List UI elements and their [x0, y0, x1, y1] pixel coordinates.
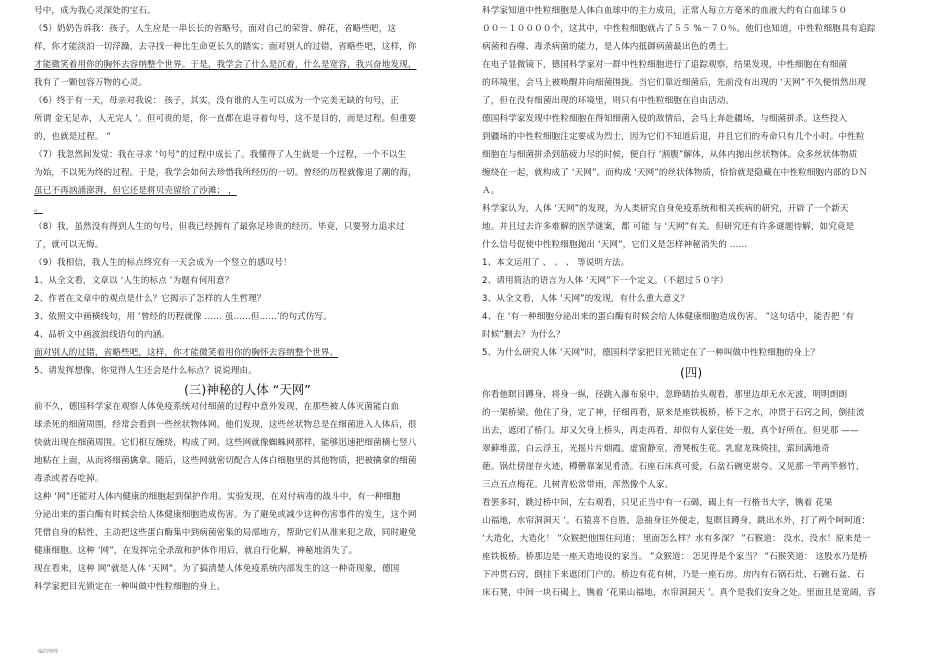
- text-line: 葩。锅灶傍崖存火迹，樽罍靠案见肴渣。石座石床真可爱，石盆石碗更堪夸。又见那一竿两竿修竹，: [482, 462, 865, 472]
- text-line: （7）我忽然间发觉：我在寻求 ‘句号”的过程中成长了。我懂得了人生就是一个过程，一个不以生: [34, 150, 407, 160]
- text-line: 地粘在上面，从而将细菌擒拿。随后，这些网就密切配合人体白细胞里的其他物质，把被擒拿的细菌: [34, 456, 417, 466]
- section-title: (四): [680, 365, 703, 380]
- question-line: 3、从全文看，人体 ‘天网”的发现，有什么重大意义？: [482, 294, 690, 304]
- text-line: 下冲贯石窍，倒挂下来遮闭门户的。桥边有花有树，乃是一座石房。房内有石锅石灶、石碗石盆、石: [482, 570, 865, 580]
- text-line: 健康细胞。这种 ‘网”，在发挥完全杀敌和护体作用后，就自行化解，神秘地消失了。: [34, 546, 358, 556]
- text-line: 山福地，水帘洞洞天 ’。石猿喜不自胜，急抽身往外便走，复瞑目蹲身，跳出水外，打了两个呵呵道：: [482, 516, 871, 526]
- text-line: 细胞在与细菌拼杀到筋疲力尽的时候，便自行 ‘割腹”解体，从体内抛出丝状物体。众多丝状体物质: [482, 150, 858, 160]
- text-line: 球杀死的细菌周围，经常会看到一些丝状物体网。他们发现，这些丝状物总是在细菌进入人体后，很: [34, 420, 417, 430]
- text-line: 这种 ‘网”还能对人体内健康的细胞起到保护作用。实验发现，在对付病毒的战斗中，有一种细胞: [34, 492, 401, 502]
- section-title: (三)神秘的人体 “天网”: [184, 382, 311, 397]
- underlined-line: 才能微笑着用你的胸怀去容纳整个世界。于是，我学会了什么是沉着，什么是宽容，我兴奋地发现，: [34, 60, 417, 70]
- text-line: 的环境里，会马上被唤醒并向细菌围拢。当它们靠近细菌后，先前没有出现的 ‘天网”不久便悄然出现: [482, 78, 867, 88]
- text-line: 样，你才能淡泊一切浮躁，去寻找一种比生命更长久的踏实；面对别人的过错，省略些吧，这样，你: [34, 42, 417, 52]
- text-line: 什么信号促使中性粒细胞抛出 ‘天网”，它们又是怎样神秘消失的 ……: [482, 240, 748, 250]
- question-line: 2、作者在文章中的观点是什么？它揭示了怎样的人生哲理？: [34, 294, 266, 304]
- text-line: （8）我，虽然没有得到人生的句号，但我已经拥有了最弥足珍贵的经历。毕竟，只要努力追求过: [34, 222, 405, 232]
- question-line: 4、在 ‘有一种细胞分泌出来的蛋白酶有时候会给人体健康细胞造成伤害。 ”这句话中，能否把 ‘有: [482, 312, 855, 322]
- text-line: 科学家把目光锁定在一种叫做中性粒细胞的身上。: [34, 582, 226, 592]
- question-line: 3、依照文中画横线句，用 ‘曾经的历程就像 …… 虽……但……’的句式仿写。: [34, 312, 332, 322]
- text-line: 凭借自身的粘性，主动把这些蛋白酶集中到病菌密集的局部地方，帮助它们从准来犯之敌，同时避免: [34, 528, 417, 538]
- text-line: 三点五点梅花。几树青松常带雨，浑然像个人家。: [482, 480, 674, 490]
- text-line: 毒杀或者吞吃掉。: [34, 474, 104, 484]
- text-line: 翠藓堆蓝，白云浮玉，光摇片片烟霞。虚窗静室，滑凳板生花。乳窟龙珠倚挂，萦回满地奇: [482, 444, 830, 454]
- text-line: （6）终于有一天，母亲对我说： 孩子，其实，没有谁的人生可以成为一个完美无缺的句号，正: [34, 96, 399, 106]
- wavy-underline-line: 面对别人的过错，省略些吧，这样，你才能微笑着用你的胸怀去容纳整个世界。: [34, 348, 339, 358]
- text-line: 快就出现在细菌周围。它们相互缠绕，构成了网。这些网就像蜘蛛网那样，能够迅速把细菌横七竖八: [34, 438, 417, 448]
- text-line: 号中，成为我心灵深处的宝石。: [34, 6, 156, 16]
- text-line: 床石凳，中间一块石碣上，镌着 ‘花果山福地，水帘洞洞天 ’。真个是我们安身之处。里面且是宽阔，容: [482, 588, 876, 598]
- text-line: 你看他瞑目蹲身，将身一纵，径跳入瀑布泉中，忽睁睛抬头观看，那里边却无水无波，明明朗朗: [482, 390, 848, 400]
- text-line: （9）我相信，我人生的标点终究有一天会成为一个竖立的感叹号！: [34, 258, 292, 268]
- question-line: 4、品析文中画波浪线语句的内涵。: [34, 330, 170, 340]
- text-line: 出去，遮闭了桥门。却又欠身上桥头，再走再看，却似有人家住处一般，真个好所在。但见那 ——: [482, 426, 859, 436]
- question-line: 1、从全文看，文章以 ‘人生的标点 ’为题有何用意？: [34, 276, 234, 286]
- text-line: 现在看来，这种 网”就是人体 ‘天网”。为了搞清楚人体免疫系统内部发生的这一种奇现象，德国: [34, 564, 400, 574]
- text-line: 的一架桥梁。他住了身，定了神，仔细再看，原来是座铁板桥，桥下之水，冲贯于石窍之间，倒挂流: [482, 408, 865, 418]
- text-line: Ａ。: [482, 186, 500, 196]
- text-line: 我有了一颗包容万物的心灵。: [34, 78, 148, 88]
- text-line: 所谓 金无足赤，人无完人 ’。但可贵的是，你一直都在追寻着句号，这不是目的，而是过程。但重要: [34, 114, 417, 124]
- text-line: （5）奶奶告诉我：孩子，人生应是一串长长的省略号，面对自己的荣誉、鲜花，省略些吧，这: [34, 24, 397, 34]
- question-line: 1、本文运用了 、 、 、 等说明方法。: [482, 258, 630, 268]
- text-line: 看罢多时，跳过桥中间，左右观看，只见正当中有一石碣，碣上有一行楷书大字，镌着 花果: [482, 498, 833, 508]
- text-line: 座铁板桥。桥那边是一座天造地设的家当。 ”众猴道： 怎见得是个家当？ ”石猴笑道： 这股水乃是桥: [482, 552, 868, 562]
- text-line: ００－１００００个，这其中，中性粒细胞就占了５５ %－７０％。他们也知道，中性粒细胞具有追踪: [482, 24, 876, 34]
- text-line: 了，但在没有细菌出现的环境里，则只有中性粒细胞在自由活动。: [482, 96, 735, 106]
- text-line: 分泌出来的蛋白酶有时候会给人体健康细胞造成伤害。为了避免或减少这种伤害事件的发生，这个网: [34, 510, 417, 520]
- text-line: 科学家认为，人体 ‘天网”的发现，为人类研究自身免疫系统和相关疾病的研究，开辟了一个新天: [482, 204, 849, 214]
- underlined-line: 虽已不再汹涌澎湃，但它还是将贝壳留给了沙滩； ，: [34, 186, 237, 196]
- text-line: 缠绕在一起，就构成了 ‘天网”。而构成 ‘天网”的丝状体物质，恰恰就是隐藏在中性粒细胞内部的ＤＮ: [482, 168, 868, 178]
- text-line: 了，就可以无悔。: [34, 240, 104, 250]
- text-line: 地。并且过去许多难解的医学谜案，都 可能 与 ‘天网”有关。但研究还有许多谜题待解，如究竟是: [482, 222, 855, 232]
- question-line: 时候”删去？为什么？: [482, 330, 565, 340]
- question-line: 5、请发挥想像，你觉得人生还会是什么标点？说说理由。: [34, 366, 257, 376]
- question-line: 2、请用简洁的语言为人体 ‘天网”下一个定义。（不超过５０字）: [482, 276, 729, 286]
- text-line: 德国科学家发现中性粒细胞在得知细菌入侵的敌情后，会马上奔赴疆场，与细菌拼杀。这些投入: [482, 114, 848, 124]
- question-line: 5、为什么研究人体 ‘天网”时，德国科学家把目光锁定在了一种叫做中性粒细胞的身上？: [482, 348, 820, 358]
- page-footer: 编的哩哩: [38, 649, 59, 655]
- text-line: ‘大造化，大造化！ ”众猴把他围住问道： 里面怎么样？水有多深？ ”石猴道： 没水，没水！原来是一: [482, 534, 871, 544]
- text-line: 病菌和吞噬、毒杀病菌的能力，是人体内抵御病菌最出色的勇士。: [482, 42, 735, 52]
- text-line: 到疆场的中性粒细胞注定要成为烈士，因为它们不知道后退，并且它们的寿命只有几个小时。中性粒: [482, 132, 865, 142]
- text-line: 科学家知道中性粒细胞是人体白血球中的主力成员，正常人每立方毫米的血液大约有白血球５０: [482, 6, 848, 16]
- underlined-line: 。: [34, 204, 43, 214]
- text-line: 在电子显微镜下，德国科学家对一群中性粒细胞进行了追踪观察，结果发现，中性细胞在有细菌: [482, 60, 848, 70]
- text-line: 为始，不以死为终的过程。于是，我学会如何去珍惜我所经历的一切。曾经的历程就像退了潮的海，: [34, 168, 417, 178]
- text-line: 前不久，德国科学家在观察人体免疫系统对付细菌的过程中意外发现，在那些被人体灭菌能白血: [34, 402, 400, 412]
- text-line: 的，也就是过程。 ”: [34, 132, 111, 142]
